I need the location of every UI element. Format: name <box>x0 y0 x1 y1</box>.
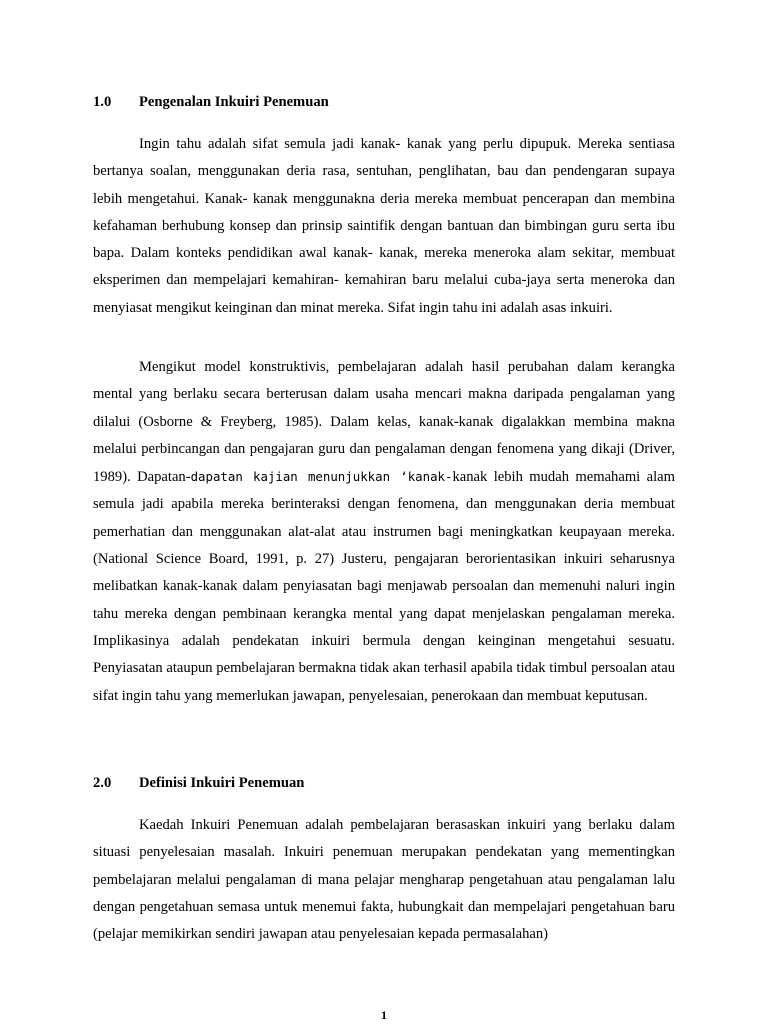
section-2-paragraph-1: Kaedah Inkuiri Penemuan adalah pembelajaran berasaskan inkuiri yang berlaku dalam situasi penyelesaian masalah. Inkuiri penemuan merupakan pendekatan yang mementingkan pembelajaran melalui pengalaman di mana pelajar mengharap pengetahuan atau pengalaman lalu dengan pengetahuan semasa untuk menemui fakta, hubungkait dan mempelajari pengetahuan baru (pelajar memikirkan sendiri jawapan atau penyelesaian kepada permasalahan) <box>93 817 675 943</box>
paragraph-2-text-a: Mengikut model konstruktivis, pembelajaran adalah hasil perubahan dalam kerangka mental yang berlaku secara berterusan dalam usaha mencari makna daripada pengalaman yang dilalui (Osborne & Freyberg, 1985). Dalam kelas, kanak-kanak digalakkan membina makna melalui perbincangan dan pengajaran guru dan pengalaman dengan fenomena yang dikaji (Driver, 1989). Dapatan- <box>93 359 675 486</box>
section-1-paragraph-1: Ingin tahu adalah sifat semula jadi kanak- kanak yang perlu dipupuk. Mereka sentiasa bertanya soalan, menggunakan deria rasa, sentuhan, penglihatan, bau dan pendengaran supaya lebih mengetahui. Kanak- kanak menggunakna deria mereka membuat pencerapan dan membina kefahaman berhubung konsep dan prinsip saintifik dengan bantuan dan bimbingan guru serta ibu bapa. Dalam konteks pendidikan awal kanak- kanak, mereka meneroka alam sekitar, membuat eksperimen dan mempelajari kemahiran- kemahiran baru melalui cuba-jaya serta meneroka dan menyiasat mengikut keinginan dan minat mereka. Sifat ingin tahu ini adalah asas inkuiri. <box>93 136 675 316</box>
section-2-title: Definisi Inkuiri Penemuan <box>139 775 305 791</box>
page-number: 1 <box>381 1008 387 1022</box>
paragraph-2-text-b: kanak lebih mudah memahami alam semula jadi apabila mereka berinteraksi dengan fenomena, dan menggunakan deria membuat pemerhatian dan menggunakan alat-alat atau instrumen bagi meningkatkan keupayaan mereka. (National Science Board, 1991, p. 27) Justeru, pengajaran berorientasikan inkuiri seharusnya melibatkan kanak-kanak dalam penyiasatan bagi menjawab persoalan dan memenuhi naluri ingin tahu mereka dengan pembinaan kerangka mental yang dapat menjelaskan pengalaman mereka. Implikasinya adalah pendekatan inkuiri bermula dengan keinginan mengetahui sesuatu. Penyiasatan ataupun pembelajaran bermakna tidak akan terhasil apabila tidak timbul persoalan atau sifat ingin tahu yang memerlukan jawapan, penyelesaian, penerokaan dan membuat keputusan. <box>93 469 675 704</box>
section-1-number: 1.0 <box>93 94 112 110</box>
paragraph-2-text-mono: dapatan kajian menunjukkan ‘kanak- <box>190 469 453 485</box>
section-1-paragraph-2 <box>93 354 675 710</box>
section-1-title: Pengenalan Inkuiri Penemuan <box>139 94 329 110</box>
section-1-heading <box>93 93 329 111</box>
section-2-number: 2.0 <box>93 775 112 791</box>
section-2-heading <box>93 774 304 792</box>
